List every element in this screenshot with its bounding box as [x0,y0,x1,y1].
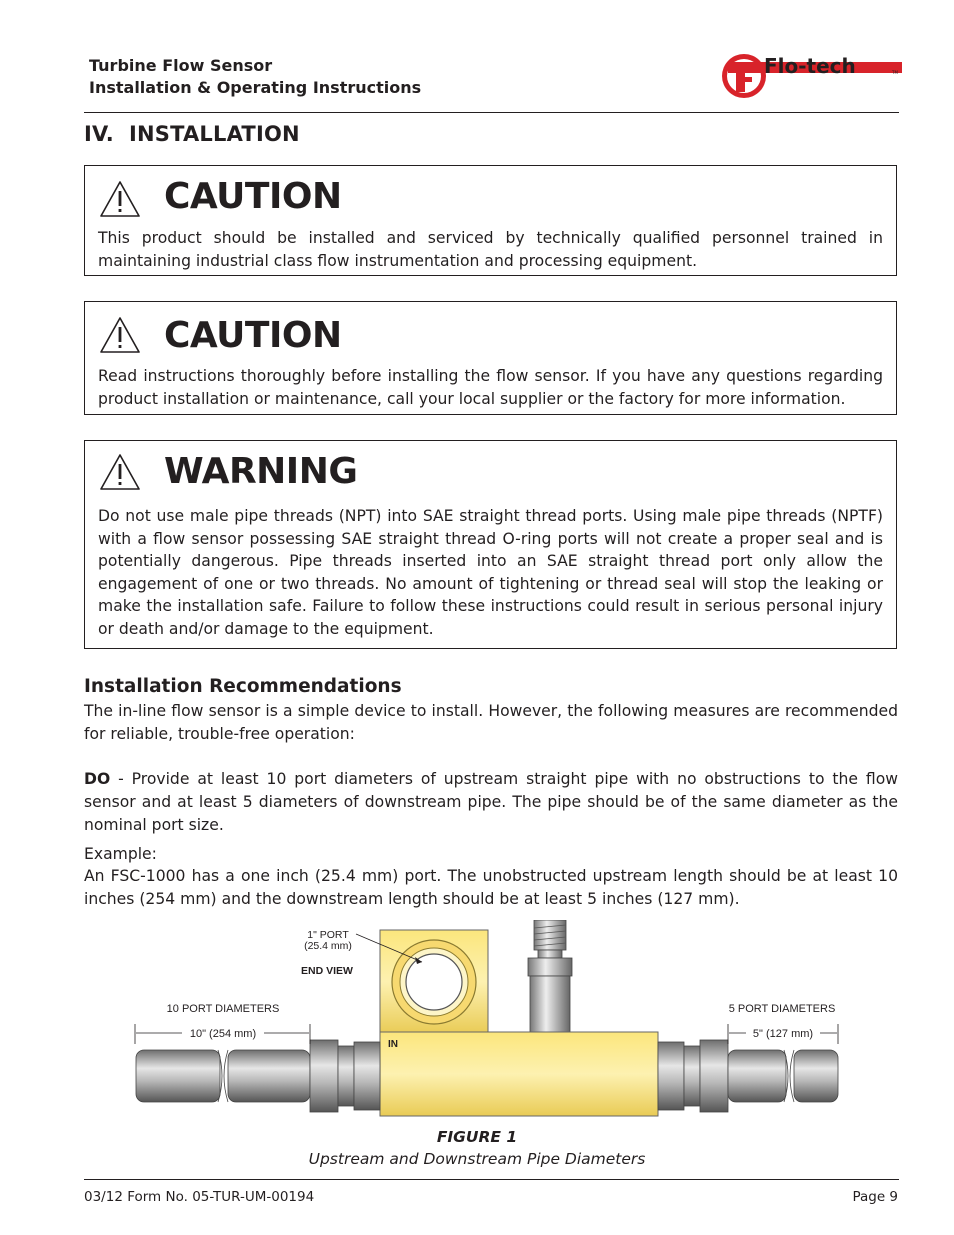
footer-rule [84,1179,899,1180]
alert-heading: CAUTION [164,315,342,356]
inlet-label: IN [388,1039,398,1050]
section-title: INSTALLATION [128,122,300,146]
do-label: DO [84,770,111,788]
upstream-nut [310,1040,338,1112]
do-text: - Provide at least 10 port diameters of upstream straight pipe with no obstructions to the flow sensor and at least 5 diameters of downstream pipe. The pipe should be of the same diameter as the nominal port size. [84,770,898,834]
recommendations-heading: Installation Recommendations [84,676,402,697]
document-header [89,55,421,99]
example-text: An FSC-1000 has a one inch (25.4 mm) port. The unobstructed upstream length should be at least 10 inches (254 mm) and the downstream length should be at least 5 inches (127 mm). [84,867,898,908]
sensor-body [380,1032,658,1116]
warning-box-pipe-threads [84,440,897,649]
flo-tech-logo [720,52,902,100]
section-number: IV. [84,122,114,146]
page-number: Page 9 [852,1189,898,1205]
warning-triangle-icon [99,453,141,491]
port-metric: (25.4 mm) [304,940,352,952]
alert-heading: WARNING [164,451,358,492]
downstream-pipe-segment [728,1050,786,1102]
header-line-2: Installation & Operating Instructions [89,78,422,97]
alert-text: Do not use male pipe threads (NPT) into SAE straight thread ports. Using male pipe threads (NPTF) with a flow sensor possessing SAE straight thread O-ring ports will not create a proper seal and is potentially dangerous. Pipe threads inserted into an SAE straight thread port only allow the engagement of one or two threads. No amount of tightening or thread seal will stop the leaking or make the installation safe. Failure to follow these instructions could result in serious personal injury or death and/or damage to the equipment. [98,507,883,638]
downstream-dimension-label: 5" (127 mm) [752,1028,814,1040]
alert-text: Read instructions thoroughly before installing the flow sensor. If you have any questions regarding product installation or maintenance, call your local supplier or the factory for more information. [98,367,883,408]
figure-caption: Upstream and Downstream Pipe Diameters [308,1150,646,1168]
upstream-pipe-segment [228,1050,310,1102]
logo-text: Flo-tech [764,54,856,78]
downstream-fitting [658,1042,684,1110]
caution-box-read-instructions [84,301,897,415]
upstream-label: 10 PORT DIAMETERS [166,1003,280,1015]
downstream-pipe-segment [794,1050,838,1102]
figure-title: FIGURE 1 [436,1128,518,1146]
warning-triangle-icon [99,180,141,218]
caution-box-qualified-personnel [84,165,897,276]
example-label: Example: [84,845,157,863]
logo-tm: TM [892,70,898,75]
pipe-diameter-diagram [130,920,850,1126]
downstream-label: 5 PORT DIAMETERS [728,1003,836,1015]
recommendations-intro: The in-line flow sensor is a simple device to install. However, the following measures are recommended for reliable, trouble-free operation: [84,702,898,743]
header-line-1: Turbine Flow Sensor [89,56,273,75]
alert-text: This product should be installed and serviced by technically qualified personnel trained in maintaining industrial class flow instrumentation and processing equipment. [98,229,883,270]
downstream-nut [700,1040,728,1112]
upstream-pipe-segment [136,1050,220,1102]
port-label: 1" PORT [307,929,349,941]
section-heading [84,122,300,146]
upstream-fitting [354,1042,380,1110]
alert-heading: CAUTION [164,176,342,217]
do-paragraph [84,768,898,836]
end-view [356,930,488,1034]
header-rule [84,112,899,113]
upstream-dimension-label: 10" (254 mm) [189,1028,257,1040]
footer-form-number: 03/12 Form No. 05-TUR-UM-00194 [84,1189,315,1205]
warning-triangle-icon [99,316,141,354]
sensor-stem [528,920,572,1032]
end-view-label: END VIEW [301,965,353,977]
